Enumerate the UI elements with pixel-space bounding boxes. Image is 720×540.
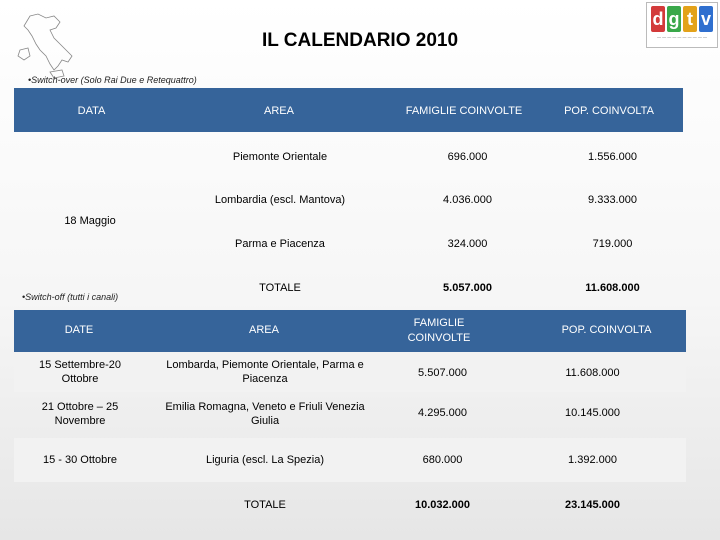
logo-letter: g <box>667 6 681 32</box>
table2-row-date: 21 Ottobre – 25 Novembre <box>41 401 119 427</box>
table1-header <box>14 88 683 132</box>
table1-header-area: AREA <box>264 105 294 117</box>
table2-row-area: Lombarda, Piemonte Orientale, Parma e Piacenza <box>166 359 364 385</box>
table1-row-pop: 1.556.000 <box>588 151 637 163</box>
table2-row-famiglie: 680.000 <box>422 454 463 466</box>
table2-total-label: TOTALE <box>244 499 286 511</box>
dgtv-logo <box>646 2 718 48</box>
table1-header-data: DATA <box>77 105 106 117</box>
table1-row-pop: 719.000 <box>592 238 633 250</box>
table1-header-famiglie: FAMIGLIE COINVOLTE <box>405 105 523 117</box>
table2-row-famiglie: 4.295.000 <box>418 407 467 419</box>
table1-date: 18 Maggio <box>64 215 116 227</box>
table1-row-area: Piemonte Orientale <box>232 151 328 163</box>
table2-row-pop: 1.392.000 <box>568 454 617 466</box>
switch-off-note: •Switch-off (tutti i canali) <box>22 292 119 302</box>
logo-tagline: — — — — — — — — — — <box>656 34 707 39</box>
table2-row-date: 15 - 30 Ottobre <box>43 454 117 466</box>
table1-row-famiglie: 324.000 <box>447 238 488 250</box>
table1-row-famiglie: 696.000 <box>447 151 488 163</box>
logo-letter: t <box>683 6 697 32</box>
table1-header-pop: POP. COINVOLTA <box>564 105 654 117</box>
table2-row-famiglie: 5.507.000 <box>418 367 467 379</box>
table1-row-famiglie: 4.036.000 <box>443 194 492 206</box>
table2-header-pop: POP. COINVOLTA <box>561 324 652 336</box>
table1-total-famiglie: 5.057.000 <box>443 282 492 294</box>
table1-total-label: TOTALE <box>259 282 301 294</box>
table2-total-pop: 23.145.000 <box>564 499 621 511</box>
logo-letter: d <box>651 6 665 32</box>
table2-total-famiglie: 10.032.000 <box>414 499 471 511</box>
table1-row-pop: 9.333.000 <box>588 194 637 206</box>
switch-over-note: •Switch-over (Solo Rai Due e Retequattro) <box>28 75 197 85</box>
page-title: IL CALENDARIO 2010 <box>261 30 459 51</box>
table2-header-famiglie: FAMIGLIE COINVOLTE <box>407 317 471 344</box>
table1-total-pop: 11.608.000 <box>585 282 640 294</box>
table2-row-area: Liguria (escl. La Spezia) <box>205 454 324 466</box>
table1-row-area: Lombardia (escl. Mantova) <box>214 194 346 206</box>
table2-header <box>14 310 686 352</box>
logo-letter: v <box>699 6 713 32</box>
table2-header-area: AREA <box>249 324 279 336</box>
table2-row-pop: 11.608.000 <box>565 367 620 379</box>
table2-row-area: Emilia Romagna, Veneto e Friuli Venezia Giulia <box>165 401 365 427</box>
table2-row-date: 15 Settembre-20 Ottobre <box>39 359 121 385</box>
table1-row-area: Parma e Piacenza <box>235 238 325 250</box>
table2-row-pop: 10.145.000 <box>564 407 621 419</box>
table2-header-date: DATE <box>64 324 94 336</box>
